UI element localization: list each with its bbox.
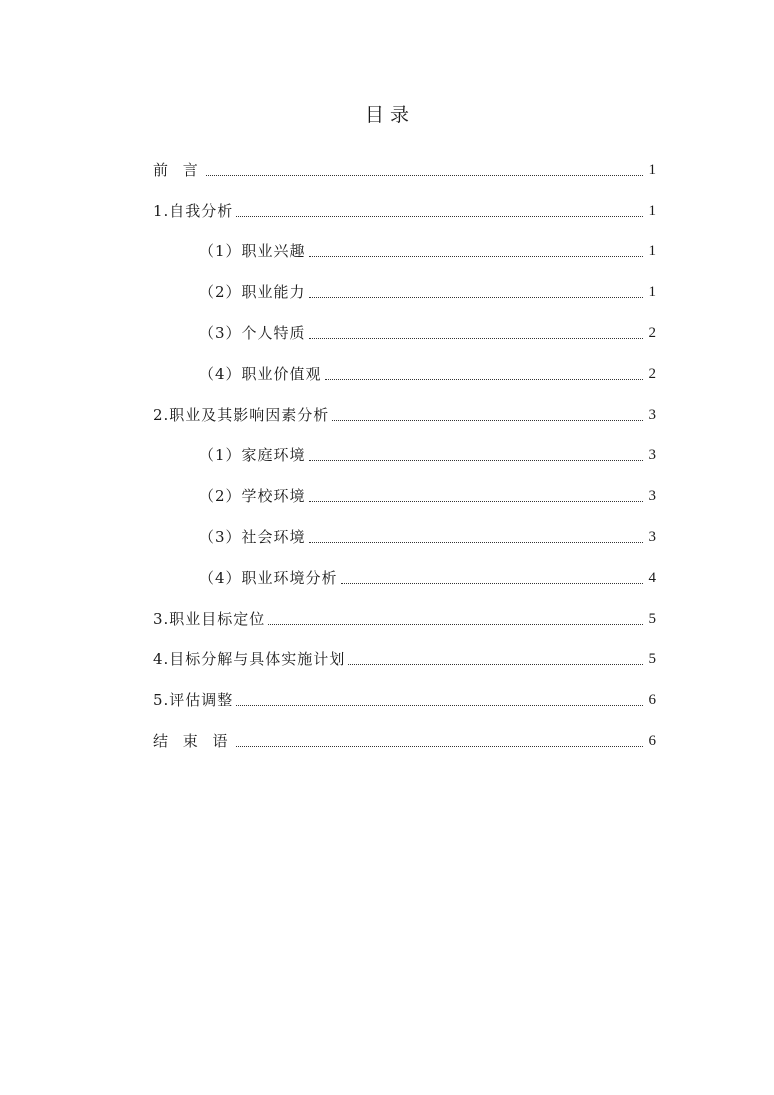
toc-entry-label: （4）职业环境分析 <box>199 568 338 587</box>
toc-entry-page: 6 <box>648 692 656 709</box>
toc-entry-page: 5 <box>648 651 656 668</box>
toc-title: 目录 <box>364 104 415 126</box>
toc-entry-page: 1 <box>648 161 656 178</box>
toc-entry-page: 3 <box>648 447 656 464</box>
toc-entry-career-ability[interactable] <box>153 264 656 305</box>
toc-entry-self-analysis[interactable] <box>153 183 656 224</box>
toc-leader-dots <box>236 745 643 747</box>
toc-entry-page: 1 <box>648 202 656 219</box>
toc-entry-work-environment[interactable] <box>153 550 656 591</box>
toc-entry-page: 4 <box>648 569 656 586</box>
toc-entry-school-environment[interactable] <box>153 468 656 509</box>
toc-entry-implementation-plan[interactable] <box>153 632 656 673</box>
toc-entry-label: （1）职业兴趣 <box>199 242 306 261</box>
toc-entry-label: （1）家庭环境 <box>199 446 306 465</box>
toc-entry-label: （2）学校环境 <box>199 487 306 506</box>
toc-entry-page: 1 <box>648 284 656 301</box>
toc-entry-page: 2 <box>648 365 656 382</box>
toc-leader-dots <box>332 419 643 421</box>
toc-entry-career-factors[interactable] <box>153 387 656 428</box>
toc-entry-label: 1.自我分析 <box>153 201 234 220</box>
toc-leader-dots <box>268 623 643 625</box>
toc-entry-preface[interactable] <box>153 142 656 183</box>
toc-entry-conclusion[interactable] <box>153 713 656 754</box>
toc-entry-family-environment[interactable] <box>153 428 656 469</box>
toc-entry-page: 6 <box>648 732 656 749</box>
toc-leader-dots <box>206 174 643 176</box>
toc-entry-evaluation[interactable] <box>153 672 656 713</box>
toc-leader-dots <box>309 255 643 257</box>
toc-entry-label: 3.职业目标定位 <box>153 609 266 628</box>
toc-leader-dots <box>309 337 643 339</box>
toc-entry-personal-traits[interactable] <box>153 305 656 346</box>
toc-leader-dots <box>348 663 643 665</box>
toc-entry-page: 5 <box>648 610 656 627</box>
toc-entry-career-interest[interactable] <box>153 224 656 265</box>
toc-leader-dots <box>309 541 643 543</box>
toc-entry-label: （2）职业能力 <box>199 283 306 302</box>
toc-entry-label: 4.目标分解与具体实施计划 <box>153 650 346 669</box>
toc-entry-page: 2 <box>648 324 656 341</box>
toc-leader-dots <box>325 378 643 380</box>
toc-entry-label: （4）职业价值观 <box>199 364 322 383</box>
toc-leader-dots <box>341 582 643 584</box>
toc-entry-page: 3 <box>648 528 656 545</box>
toc-entry-label: （3）社会环境 <box>199 527 306 546</box>
toc-entry-career-goal[interactable] <box>153 591 656 632</box>
toc-entry-page: 3 <box>648 406 656 423</box>
toc-entry-career-values[interactable] <box>153 346 656 387</box>
toc-entry-label: 前 言 <box>153 160 203 179</box>
toc-leader-dots <box>309 500 643 502</box>
toc-entry-social-environment[interactable] <box>153 509 656 550</box>
toc-entry-label: 2.职业及其影响因素分析 <box>153 405 330 424</box>
toc-entry-page: 3 <box>648 488 656 505</box>
toc-leader-dots <box>309 296 643 298</box>
toc-leader-dots <box>236 215 643 217</box>
toc-entry-page: 1 <box>648 243 656 260</box>
toc-entry-label: 5.评估调整 <box>153 691 234 710</box>
toc-list <box>153 142 656 754</box>
toc-leader-dots <box>309 459 643 461</box>
toc-leader-dots <box>236 704 643 706</box>
toc-entry-label: （3）个人特质 <box>199 323 306 342</box>
toc-entry-label: 结 束 语 <box>153 731 233 750</box>
